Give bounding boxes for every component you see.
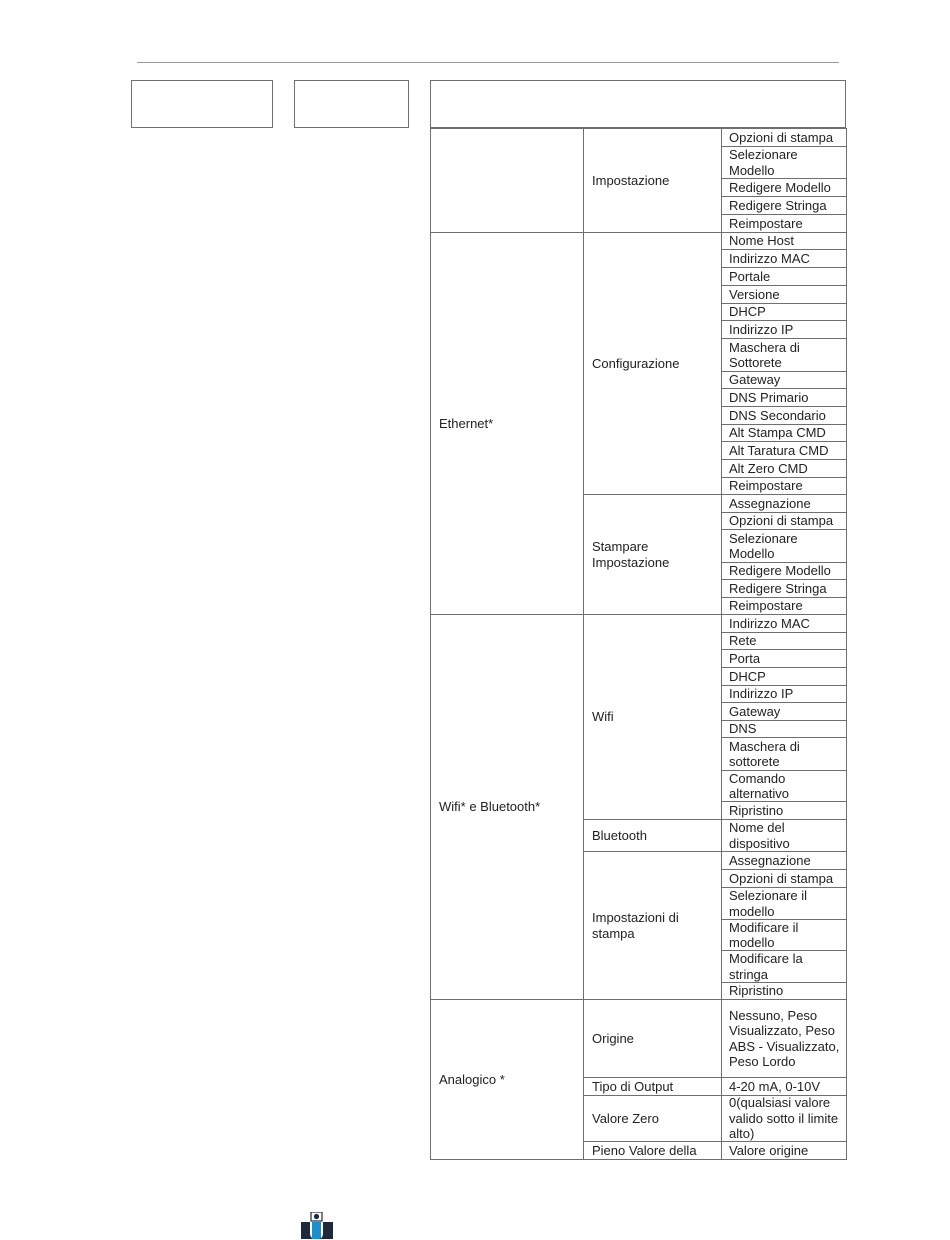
menu-item [721,232,847,250]
menu-item-label: Assegnazione [729,852,811,868]
menu-item-label: Modificare il modello [729,919,799,950]
menu-item-label: Alt Zero CMD [729,460,808,476]
menu-item [721,919,847,951]
menu-item-label: Redigere Stringa [729,197,827,213]
menu-item-label: Indirizzo IP [729,686,794,702]
menu-item-label: DNS Primario [729,389,809,405]
menu-item-label: Indirizzo MAC [729,615,810,631]
menu-item [721,285,847,304]
menu-item [721,597,847,615]
menu-item [721,406,847,425]
menu-item-label: Redigere Modello [729,179,831,195]
menu-item-label: Selezionare il modello [729,888,808,919]
menu-item [721,1077,847,1096]
menu-item-label: Opzioni di stampa [729,129,834,145]
submenu-cell-label: Valore Zero [592,1110,659,1126]
section-cell-label: Wifi* e Bluetooth* [439,799,541,815]
menu-item [721,459,847,478]
menu-item-label: Assegnazione [729,495,811,511]
menu-item-label: Rete [729,633,757,649]
menu-item [721,950,847,983]
menu-item-label: Redigere Modello [729,563,831,579]
menu-item [721,529,847,563]
menu-item-label: Selezionare Modello [729,147,798,178]
submenu-cell-label: Origine [592,1030,634,1046]
menu-item [721,737,847,771]
menu-item [721,887,847,920]
menu-item-label: Maschera di sottorete [729,738,800,769]
submenu-cell [583,1141,722,1160]
menu-item-label: 4-20 mA, 0-10V [729,1078,821,1094]
menu-item-label: DNS [729,721,757,737]
menu-item [721,1095,847,1142]
menu-item-label: Gateway [729,372,781,388]
menu-item [721,424,847,442]
submenu-cell-label: Pieno Valore della [592,1142,697,1158]
menu-item-label: Indirizzo IP [729,321,794,337]
submenu-cell [583,851,722,1000]
menu-item-label: Opzioni di stampa [729,870,834,886]
menu-item-label: Nessuno, Peso Visualizzato, Peso ABS - Visualizzato, Peso Lordo [729,1007,840,1069]
menu-item-label: Maschera di Sottorete [729,339,800,370]
menu-item [721,338,847,372]
company-logo-icon [300,1212,334,1240]
submenu-cell-label: Wifi [592,709,614,725]
section-cell [430,128,584,233]
submenu-cell [583,1095,722,1142]
menu-item-label: Modificare la stringa [729,951,803,982]
menu-item-label: Porta [729,650,761,666]
submenu-cell-label: Impostazioni di stampa [592,910,679,941]
menu-item [721,267,847,286]
menu-item [721,196,847,215]
menu-item-label: Versione [729,286,780,302]
menu-item-label: Portale [729,268,771,284]
menu-item [721,494,847,513]
menu-item [721,178,847,197]
menu-item [721,1141,847,1160]
header-box-right [430,80,846,128]
section-cell [430,999,584,1160]
submenu-cell-label: Stampare Impostazione [592,539,670,570]
menu-item-label: Nome del dispositivo [729,820,790,851]
menu-item [721,770,847,802]
submenu-cell-label: Tipo di Output [592,1078,674,1094]
submenu-cell-label: Bluetooth [592,827,647,843]
submenu-cell-label: Impostazione [592,172,670,188]
menu-item-label: Comando alternativo [729,770,789,801]
menu-item-label: Alt Stampa CMD [729,425,826,441]
submenu-cell [583,614,722,820]
header-rule [137,62,839,63]
header-box-left [131,80,273,128]
menu-item [721,303,847,321]
menu-item [721,667,847,686]
menu-item [721,371,847,389]
menu-item-label: Nome Host [729,233,795,249]
menu-item [721,632,847,650]
menu-item [721,702,847,721]
section-cell [430,232,584,615]
menu-item-label: Ripristino [729,983,784,999]
submenu-cell [583,494,722,615]
menu-item-label: DHCP [729,304,766,320]
submenu-cell [583,819,722,852]
section-cell-label: Ethernet* [439,415,494,431]
menu-item-label: Reimpostare [729,215,803,231]
menu-item [721,579,847,598]
menu-item-label: Reimpostare [729,478,803,494]
menu-item-label: Indirizzo MAC [729,250,810,266]
submenu-cell [583,1077,722,1096]
menu-item [721,720,847,738]
menu-item [721,649,847,668]
submenu-cell [583,128,722,233]
menu-item [721,982,847,1000]
section-cell-label: Analogico * [439,1071,505,1087]
menu-item [721,441,847,460]
menu-item-label: Valore origine [729,1142,809,1158]
submenu-cell-label: Configurazione [592,355,680,371]
menu-item-label: Reimpostare [729,598,803,614]
menu-item [721,869,847,888]
menu-item [721,801,847,820]
menu-item-label: Alt Taratura CMD [729,442,829,458]
menu-item [721,851,847,870]
menu-item-label: Ripristino [729,802,784,818]
header-box-middle [294,80,409,128]
menu-item-label: DHCP [729,668,766,684]
menu-item [721,512,847,530]
section-cell [430,614,584,1000]
menu-item-label: Selezionare Modello [729,530,798,561]
menu-item [721,146,847,179]
submenu-cell [583,999,722,1078]
menu-item-label: Redigere Stringa [729,580,827,596]
menu-item [721,128,847,147]
menu-item [721,819,847,852]
menu-item-label: DNS Secondario [729,407,826,423]
menu-item [721,320,847,339]
menu-item [721,388,847,407]
menu-item [721,685,847,703]
menu-item [721,214,847,233]
menu-item [721,562,847,580]
menu-item [721,614,847,633]
menu-item [721,477,847,495]
menu-item [721,249,847,268]
submenu-cell [583,232,722,495]
menu-item-label: Opzioni di stampa [729,513,834,529]
menu-item-label: 0(qualsiasi valore valido sotto il limite alto) [729,1095,839,1142]
menu-item-label: Gateway [729,703,781,719]
menu-item [721,999,847,1078]
